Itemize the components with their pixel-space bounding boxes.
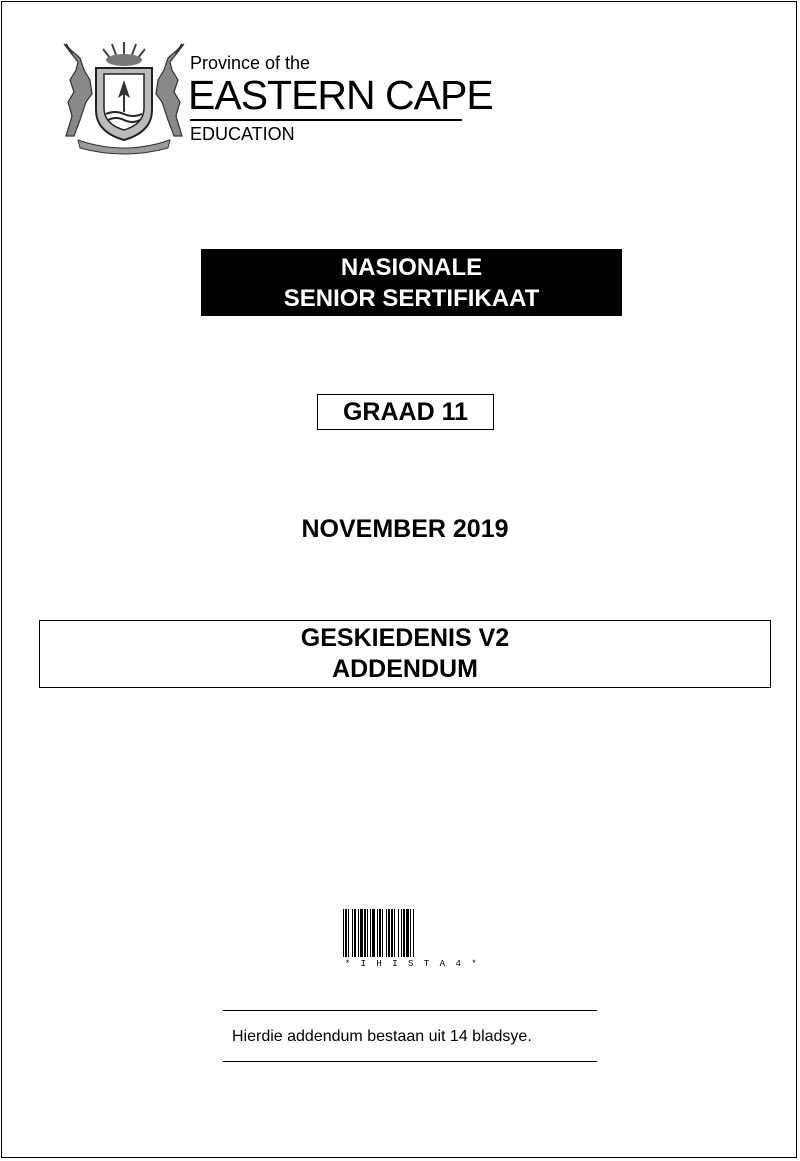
barcode-bar [398,909,399,957]
barcode-bar [394,909,395,957]
barcode-bar [382,909,383,957]
barcode-bar [413,909,414,957]
barcode-bars [342,909,482,957]
coat-of-arms-icon [56,40,192,156]
barcode-text: * I H I S T A 4 * [344,959,480,969]
certificate-title [201,249,622,316]
logo-divider [190,119,462,121]
eastern-cape-text: EASTERN CAPE [188,72,493,118]
barcode-bar [388,909,390,957]
note-top-rule [223,1010,597,1011]
barcode-bar [367,909,368,957]
page-border [1,1,797,1158]
barcode-bar [391,909,393,957]
barcode-bar [370,909,371,957]
title-line-2: SENIOR SERTIFIKAAT [283,285,540,312]
note-bottom-rule [223,1061,597,1062]
barcode-bar [372,909,375,957]
barcode-bar [348,909,349,957]
title-line-1: NASIONALE [340,254,483,281]
barcode-bar [358,909,359,957]
barcode-bar [410,909,411,957]
page-count-note: Hierdie addendum bestaan uit 14 bladsye. [232,1028,532,1045]
barcode-bar [364,909,366,957]
barcode-bar [401,909,402,957]
barcode-bar [403,909,405,957]
eastern-cape-logo [56,40,493,158]
province-text: Province of the [190,53,311,73]
barcode-bar [343,909,344,957]
subject-line-1: GESKIEDENIS V2 [300,624,510,652]
barcode-bar [352,909,353,957]
subject-line-2: ADDENDUM [332,655,478,683]
barcode-bar [386,909,387,957]
barcode-bar [379,909,381,957]
barcode-bar [377,909,378,957]
barcode-bar [406,909,409,957]
barcode-bar [360,909,363,957]
barcode-bar [345,909,347,957]
education-text: EDUCATION [190,124,295,144]
barcode-bar [354,909,356,957]
grade-label: GRAAD 11 [317,394,494,430]
subject-box [39,620,771,688]
exam-date: NOVEMBER 2019 [301,515,509,543]
